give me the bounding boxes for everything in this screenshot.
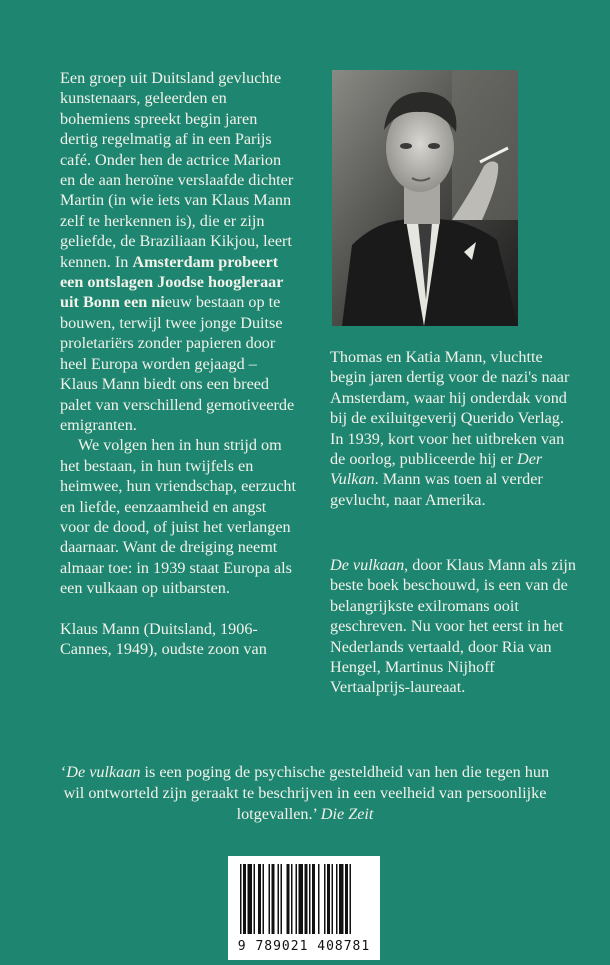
barcode-bar [296, 864, 298, 934]
barcode-bar [305, 864, 308, 934]
author-photo [332, 70, 518, 326]
barcode-bar [254, 864, 256, 934]
barcode-bar [243, 864, 246, 934]
barcode-bar [327, 864, 330, 934]
barcode-bar [278, 864, 280, 934]
bio-paragraph: Klaus Mann (Duitsland, 1906-Cannes, 1949), oudste zoon van [60, 619, 267, 658]
barcode-bar [281, 864, 283, 934]
barcode-bar [324, 864, 326, 934]
summary-paragraph: De vulkaan, door Klaus Mann als zijn beste boek beschouwd, is een van de belangrijkste exilromans ooit geschreven. Nu voor het eerst in het Nederlands vertaald, door Ria van Hengel, Martinus Nijhoff Vertaalprijs-laureaat. [330, 556, 576, 697]
barcode-bar [287, 864, 290, 934]
barcode-bar [345, 864, 348, 934]
second-paragraph: We volgen hen in hun strijd om het bestaan, in hun twijfels en heimwee, hun vriendschap, eerzucht en liefde, eenzaamheid en angst voor de dood, of juist het verlangen daarnaar. Want de dreiging neemt almaar toe: in 1939 staat Europa als een vulkaan op uitbarsten. [60, 436, 296, 598]
barcode-bar [258, 864, 261, 934]
barcode-bar [272, 864, 275, 934]
barcode-bar [299, 864, 304, 934]
isbn-barcode [228, 856, 380, 960]
barcode-bar [332, 864, 334, 934]
barcode-bar [248, 864, 253, 934]
isbn-number: 9 789021 408781 [237, 939, 371, 954]
left-column [60, 68, 298, 659]
right-column-summary [330, 555, 576, 698]
quote-source: Die Zeit [320, 805, 374, 823]
review-quote: ‘De vulkaan is een poging de psychische gesteldheid van hen die tegen hun wil ontworteld zijn geraakt te beschrijven in een veelheid van persoonlijke lotgevallen.’ Die Zeit [60, 763, 550, 823]
barcode-bar [269, 864, 271, 934]
barcode-bar [336, 864, 338, 934]
barcode-bar [318, 864, 320, 934]
intro-paragraph: Een groep uit Duitsland gevluchte kunstenaars, geleerden en bohemiens spreekt begin jaren dertig regelmatig af in een Parijs café. Onder hen de actrice Marion en de aan heroïne verslaafde dichter Martin (in wie iets van Klaus Mann zelf te herkennen is), die er zijn geliefde, de Braziliaan Kikjou, leert kennen. In Amsterdam probeert een ontslagen Joodse hoogleraar uit Bonn een nieuw bestaan op te bouwen, terwijl twee jonge Duitse proletariërs zonder papieren door heel Europa worden gejaagd – Klaus Mann biedt ons een breed palet van verschillend gemotiveerde emigranten. [60, 69, 295, 434]
barcode-bar [263, 864, 265, 934]
barcode-bar [291, 864, 293, 934]
barcode-bar [350, 864, 352, 934]
barcode-bar [312, 864, 315, 934]
barcode-bar [339, 864, 344, 934]
barcode-bar [240, 864, 242, 934]
barcode-bar [309, 864, 311, 934]
right-column-bio [330, 347, 576, 510]
bio-continued-paragraph: Thomas en Katia Mann, vluchtte begin jaren dertig voor de nazi's naar Amsterdam, waar hij onderdak vond bij de exiluitgeverij Querido Verlag. In 1939, kort voor het uitbreken van de oorlog, publiceerde hij er Der Vulkan. Mann was toen al verder gevlucht, naar Amerika. [330, 348, 570, 509]
